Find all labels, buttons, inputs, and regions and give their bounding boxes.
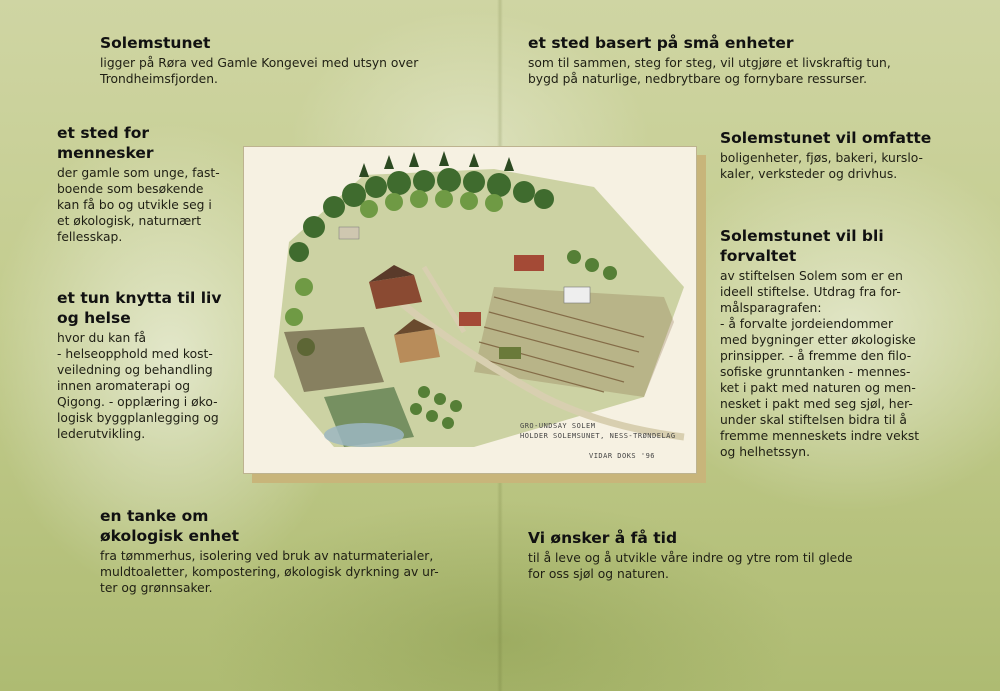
text-forvaltet: av stiftelsen Solem som er en ideell stiftelse. Utdrag fra for- målsparagrafen: - å forvalte jordeiendommer med bygninger etter økologiske prinsipper. - å fremme den filo- sofiske grunntanken - mennes- ket i pakt med naturen og men- nesket i pakt med seg sjøl, her- under skal stiftelsen bidra til å fremme menneskets indre vekst og helhetssyn. [720,269,920,459]
farm-sketch-graphic [244,147,696,473]
block-forvaltet [720,226,960,460]
heading-fa-tid: Vi ønsker å få tid [528,529,678,547]
farm-illustration [243,146,697,474]
text-tun-liv-helse: hvor du kan få - helseopphold med kost- veiledning og behandling innen aromaterapi og Qigong. - opplæring i øko- logisk byggplanlegging og lederutvikling. [57,331,219,441]
illustration-caption-line1: GRO-UNDSAY SOLEM [520,422,596,430]
block-sma-enheter [528,33,948,87]
heading-solemstunet: Solemstunet [100,34,211,52]
text-sted-for-mennesker: der gamle som unge, fast- boende som besøkende kan få bo og utvikle seg i et økologisk, naturnært fellesskap. [57,166,220,244]
block-okologisk-enhet [100,506,500,596]
text-sma-enheter: som til sammen, steg for steg, vil utgjøre et livskraftig tun, bygd på naturlige, nedbrytbare og fornybare ressurser. [528,56,891,86]
text-fa-tid: til å leve og å utvikle våre indre og ytre rom til glede for oss sjøl og naturen. [528,551,853,581]
text-okologisk-enhet: fra tømmerhus, isolering ved bruk av naturmaterialer, muldtoaletter, kompostering, økologisk dyrkning av ur- ter og grønnsaker. [100,549,439,595]
illustration-signature: VIDAR DOKS '96 [589,452,656,460]
heading-tun-liv-helse: et tun knytta til liv og helse [57,289,222,327]
heading-vil-omfatte: Solemstunet vil omfatte [720,129,932,147]
text-solemstunet: ligger på Røra ved Gamle Kongevei med utsyn over Trondheimsfjorden. [100,56,419,86]
text-vil-omfatte: boligenheter, fjøs, bakeri, kurslo- kaler, verksteder og drivhus. [720,151,923,181]
block-solemstunet-intro [100,33,460,87]
block-vil-omfatte [720,128,970,182]
heading-sma-enheter: et sted basert på små enheter [528,34,794,52]
illustration-caption-line2: HOLDER SOLEMSUNET, NESS-TRØNDELAG [520,432,676,440]
heading-forvaltet: Solemstunet vil bli forvaltet [720,227,884,265]
block-tun-liv-helse [57,288,242,442]
block-fa-tid [528,528,948,582]
heading-sted-for-mennesker: et sted for mennesker [57,124,154,162]
heading-okologisk-enhet: en tanke om økologisk enhet [100,507,239,545]
block-sted-for-mennesker [57,123,242,245]
